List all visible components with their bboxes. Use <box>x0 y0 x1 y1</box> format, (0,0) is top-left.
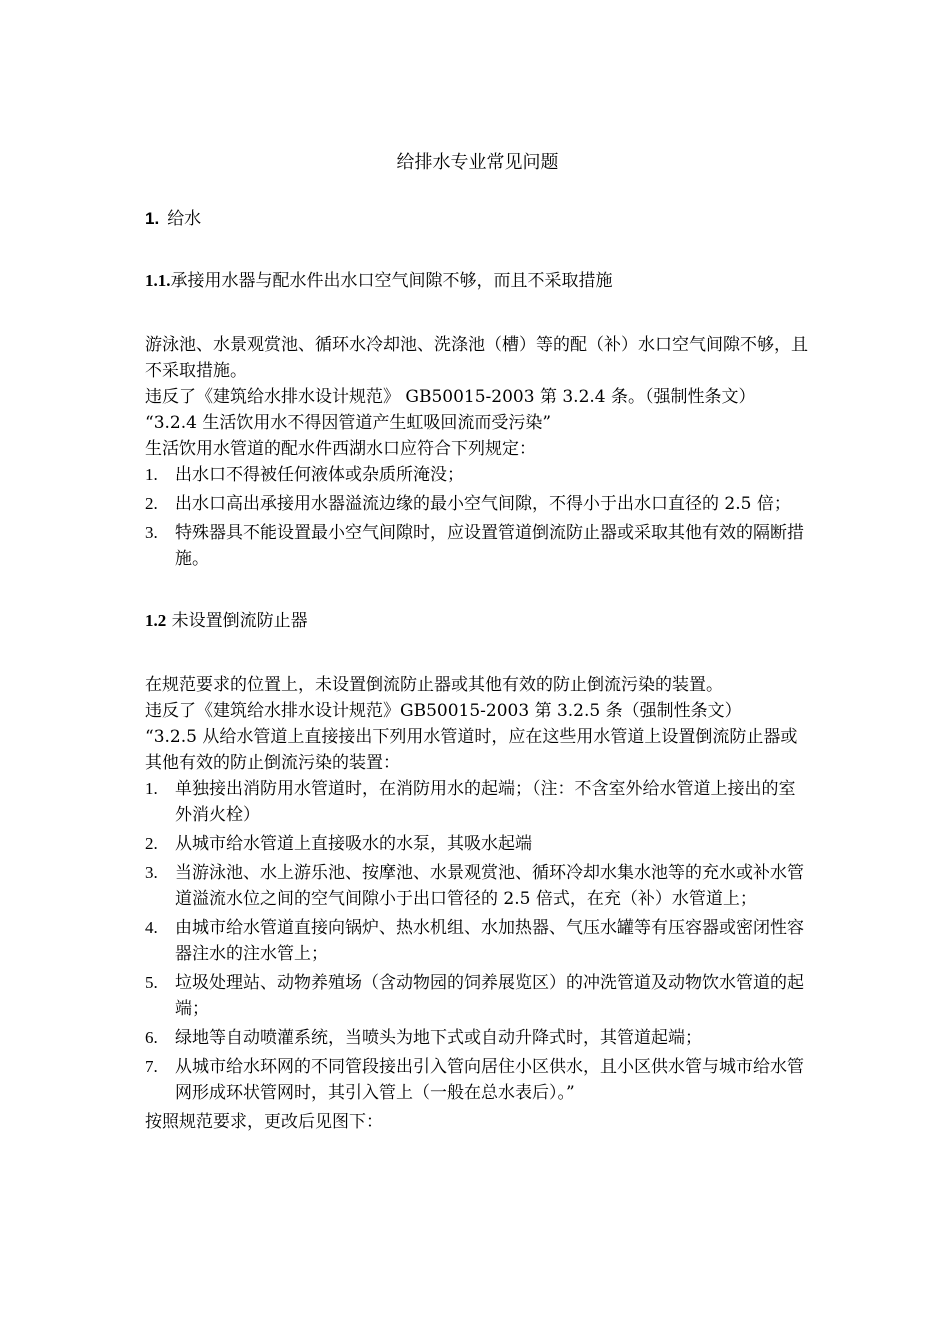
section-1-2-body <box>145 672 810 1135</box>
list-item-number: 3. <box>145 863 158 882</box>
section-1-2-number: 1.2 <box>145 611 167 630</box>
list-item <box>145 462 810 488</box>
list-item-text: 从城市给水环网的不同管段接出引入管向居住小区供水，且小区供水管与城市给水管网形成环状管网时，其引入管上（一般在总水表后）。” <box>175 1057 804 1103</box>
section-1-title: 给水 <box>167 209 202 229</box>
section-1-1-title: 承接用水器与配水件出水口空气间隙不够，而且不采取措施 <box>170 271 613 291</box>
paragraph: “3.2.5 从给水管道上直接接出下列用水管道时，应在这些用水管道上设置倒流防止器或其他有效的防止倒流污染的装置： <box>145 727 798 773</box>
list-item-number: 5. <box>145 973 158 992</box>
list-item <box>145 831 810 857</box>
list-item-text: 出水口高出承接用水器溢流边缘的最小空气间隙，不得小于出水口直径的 2.5 倍； <box>175 494 791 514</box>
section-1-1-body <box>145 332 810 572</box>
list-item <box>145 860 810 912</box>
section-1-number: 1. <box>145 209 160 228</box>
list-item-text: 绿地等自动喷灌系统，当喷头为地下式或自动升降式时，其管道起端； <box>175 1028 702 1048</box>
paragraph: 游泳池、水景观赏池、循环水冷却池、洗涤池（槽）等的配（补）水口空气间隙不够，且不采取措施。 <box>145 335 808 381</box>
list-item <box>145 520 810 572</box>
list-item-text: 单独接出消防用水管道时，在消防用水的起端；（注：不含室外给水管道上接出的室外消火栓） <box>175 779 796 825</box>
list-item-text: 当游泳池、水上游乐池、按摩池、水景观赏池、循环冷却水集水池等的充水或补水管道溢流水位之间的空气间隙小于出口管径的 2.5 倍式，在充（补）水管道上； <box>175 863 804 909</box>
requirement-list <box>145 462 810 572</box>
list-item-number: 1. <box>145 779 158 798</box>
list-item-text: 特殊器具不能设置最小空气间隙时，应设置管道倒流防止器或采取其他有效的隔断措施。 <box>175 523 804 569</box>
list-item-text: 出水口不得被任何液体或杂质所淹没； <box>175 465 464 485</box>
section-1-1-number: 1.1. <box>145 271 171 290</box>
list-item <box>145 970 810 1022</box>
paragraph: “3.2.4 生活饮用水不得因管道产生虹吸回流而受污染” <box>145 413 552 433</box>
list-item-text: 由城市给水管道直接向锅炉、热水机组、水加热器、气压水罐等有压容器或密闭性容器注水的注水管上； <box>175 918 804 964</box>
section-1-2-heading <box>145 608 810 634</box>
list-item <box>145 915 810 967</box>
list-item <box>145 1054 810 1106</box>
paragraph: 在规范要求的位置上，未设置倒流防止器或其他有效的防止倒流污染的装置。 <box>145 675 723 695</box>
section-1-heading <box>145 206 810 232</box>
list-item <box>145 491 810 517</box>
section-1-1-heading <box>145 268 810 294</box>
list-item <box>145 1025 810 1051</box>
list-item-text: 垃圾处理站、动物养殖场（含动物园的饲养展览区）的冲洗管道及动物饮水管道的起端； <box>175 973 804 1019</box>
section-1-2-title: 未设置倒流防止器 <box>171 611 308 631</box>
list-item-number: 7. <box>145 1057 158 1076</box>
list-item-number: 4. <box>145 918 158 937</box>
list-item-number: 1. <box>145 465 158 484</box>
requirement-list <box>145 776 810 1106</box>
list-item-number: 6. <box>145 1028 158 1047</box>
paragraph: 违反了《建筑给水排水设计规范》GB50015-2003 第 3.2.5 条（强制性条文） <box>145 701 742 721</box>
list-item-text: 从城市给水管道上直接吸水的水泵，其吸水起端 <box>175 834 532 854</box>
closing-paragraph: 按照规范要求，更改后见图下： <box>145 1112 383 1132</box>
list-item-number: 3. <box>145 523 158 542</box>
list-item <box>145 776 810 828</box>
paragraph: 生活饮用水管道的配水件西湖水口应符合下列规定： <box>145 439 536 459</box>
list-item-number: 2. <box>145 834 158 853</box>
paragraph: 违反了《建筑给水排水设计规范》 GB50015-2003 第 3.2.4 条。（强制性条文） <box>145 387 756 407</box>
list-item-number: 2. <box>145 494 158 513</box>
document-title: 给排水专业常见问题 <box>396 152 559 173</box>
